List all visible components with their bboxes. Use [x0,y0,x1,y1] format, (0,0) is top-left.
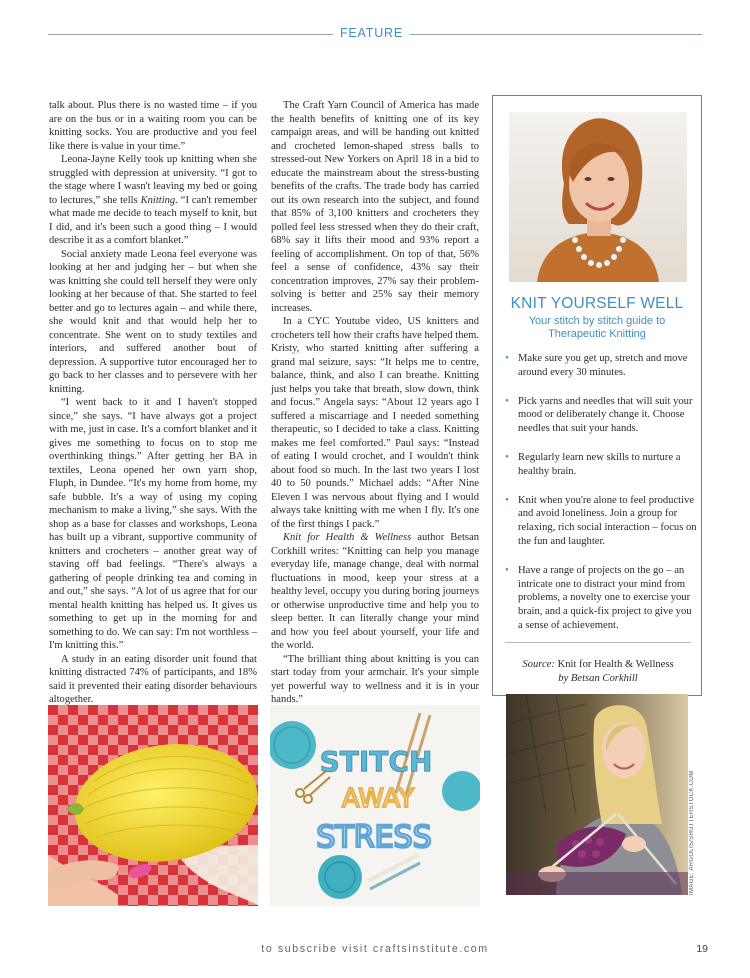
source-title: Knit for Health & Wellness [557,659,674,670]
stress-word: STRESS [316,820,432,855]
paragraph: “The brilliant thing about knitting is you can start today from your armchair. It's your simple yet powerful way to wellness and it is in your hands.” [271,653,479,705]
list-item: • Pick yarns and needles that will suit your mood or deliberately change it. Choose needles that suit your hands. [505,394,693,435]
source-label: Source: [522,659,555,670]
sidebar-title: KNIT YOURSELF WELL [510,295,684,312]
page-number: 19 [696,943,708,955]
list-item: • Have a range of projects on the go – an intricate one to distract your mind from problems, a novelty one to exercise your brain, and a quick-fix project to give you a sense of achievement. [505,563,692,631]
bullet-icon: • [505,493,509,506]
header-rule-right [410,34,702,35]
source-author: by Betsan Corkhill [558,673,638,684]
magazine-title: Knitting. [140,194,178,206]
stitch-word: STITCH [319,745,433,778]
list-item: • Knit when you're alone to feel productive and avoid loneliness. Join a group for relaxing, rich social interaction – focus on the fun and laughter. [505,493,697,547]
away-word: AWAY [341,784,415,814]
paragraph: talk about. Plus there is no wasted time – if you are on the bus or in a waiting room you can be knitting socks. You are productive and you feel like there is value in your time.” [49,100,257,152]
list-item: • Make sure you get up, stretch and move around every 30 minutes. [505,352,688,378]
subscribe-footer: to subscribe visit craftsinstitute.com [261,943,489,955]
article-column-1 [49,99,257,707]
paragraph: Leona-Jayne Kelly took up knitting when she struggled with depression at university. “I got to the stage where I wasn't leaving my bed or going to lectures,” she tells Knitting. “I can't remember what made me decide to teach myself to knit, but I did, and it's been such a good thing – I would describe it as a comfort blanket.” [49,154,258,246]
sidebar-divider [505,642,691,643]
stitch-away-stress-photo [270,705,480,906]
article-column-2 [271,99,479,707]
bullet-icon: • [505,352,509,364]
paragraph: In a CYC Youtube video, US knitters and crocheters tell how their crafts have helped them. Kristy, who started knitting after suffering a grand mal seizure, says: “It helps me to centre, balance, think, and also I can breathe. Knitting just helps you take that breath, slow down, think and focus.” Angela says: “About 12 years ago I suffered a miscarriage and I needed something therapeutic, so I decided to take a class. Knitting makes me feel comforted.” Paul says: “Instead of eating I would crochet, and I wouldn't think about food so much. In the last two years I lost 40 to 50 pounds.” Michael adds: “After Nine Eleven I was nervous about flying and I would always take knitting with me when I fly. It's one of the first things I pack.” [271,316,479,530]
tips-list [503,352,698,648]
list-item: • Regularly learn new skills to nurture a healthy brain. [505,450,681,477]
book-title: Knit for Health & Wellness [283,532,412,543]
section-label: FEATURE [339,26,403,40]
sidebar-subtitle: Your stitch by stitch guide to Therapeutic Knitting [528,315,666,340]
paragraph: Knit for Health & Wellness author Betsan Corkhill writes: “Knitting can help you manage everyday life, manage change, deal with normal fluctuations in mood, keep your stress at a healthy level, occupy you during boring journeys or otherwise unproductive time and help you to sleep better. It can literally change your mind and how you feel about yourself, your life and the world. [271,532,479,651]
knitted-lemon-illustration [48,705,258,906]
lemon-photo [48,705,258,906]
woman-knitting-photo [506,694,688,895]
knitter-illustration [506,694,688,895]
sidebar-box [492,95,702,696]
paragraph: The Craft Yarn Council of America has made the health benefits of knitting one of its key campaign areas, and will be handing out knitted and crocheted lemon-shaped stress balls to stressed-out New Yorkers on April 18 in a bid to educate the mainstream about the stress-busting benefits of the crafts. The trade body has carried out its own research into the subject, and found that 85% of 3,100 knitters and crocheters they polled feel less stressed when they do their craft, 68% say it lifts their mood and 93% report a feeling of accomplishment. On top of that, 56% feel a sense of confidence, 43% say their concentration improves, 27% say their problem-solving is better and 25% say their memory increases. [271,100,479,314]
bullet-icon: • [505,563,509,576]
paragraph: Social anxiety made Leona feel everyone was looking at her and judging her – but when she was knitting she could tell herself they were only looking at her because of that. She started to feel better and go to lectures again – and while there, she would knit and that would help her to concentrate. She went on to study textiles and interiors, and suffered another bout of depression. A supportive tutor encouraged her to go back to her classes and to persevere with her knitting. [49,248,257,395]
portrait-illustration [509,112,687,282]
author-portrait [509,112,687,282]
bullet-icon: • [505,394,509,407]
paragraph: A study in an eating disorder unit found that knitting distracted 74% of participants, and 18% said it prevented their eating disorder behaviours altogether. [49,653,257,705]
bullet-icon: • [505,450,509,463]
header-rule-left [48,34,333,35]
photo-credit: IMAGE: ARGOLIS/SHUTTERSTOCK.COM [689,770,695,895]
paragraph: “I went back to it and I haven't stopped since,” she says. “I have always got a project with me, just in case. It's a comfort blanket and it gives me something to focus on to stop me overthinking things.” After getting her BA in textiles, Leona opened her own yarn shop, Fluph, in Dundee. “It's my home from home, my safe bubble. It's a way of using my coping mechanism to make a living,” she says. With the shop as a base for classes and workshops, Leona has built up a vibrant, supportive community of knitters and crocheters – another great way of staving off bad feelings. “There's always a gathering of people drinking tea and coming in and out,” she says. “A lot of us agree that for our mental health knitting has helped us. It gives us something to get up in the morning for and something to do. We can say: I'm not worthless – I'm knitting this.” [49,397,257,651]
source-credit [501,658,695,686]
yarn-lettering-illustration [270,705,480,906]
